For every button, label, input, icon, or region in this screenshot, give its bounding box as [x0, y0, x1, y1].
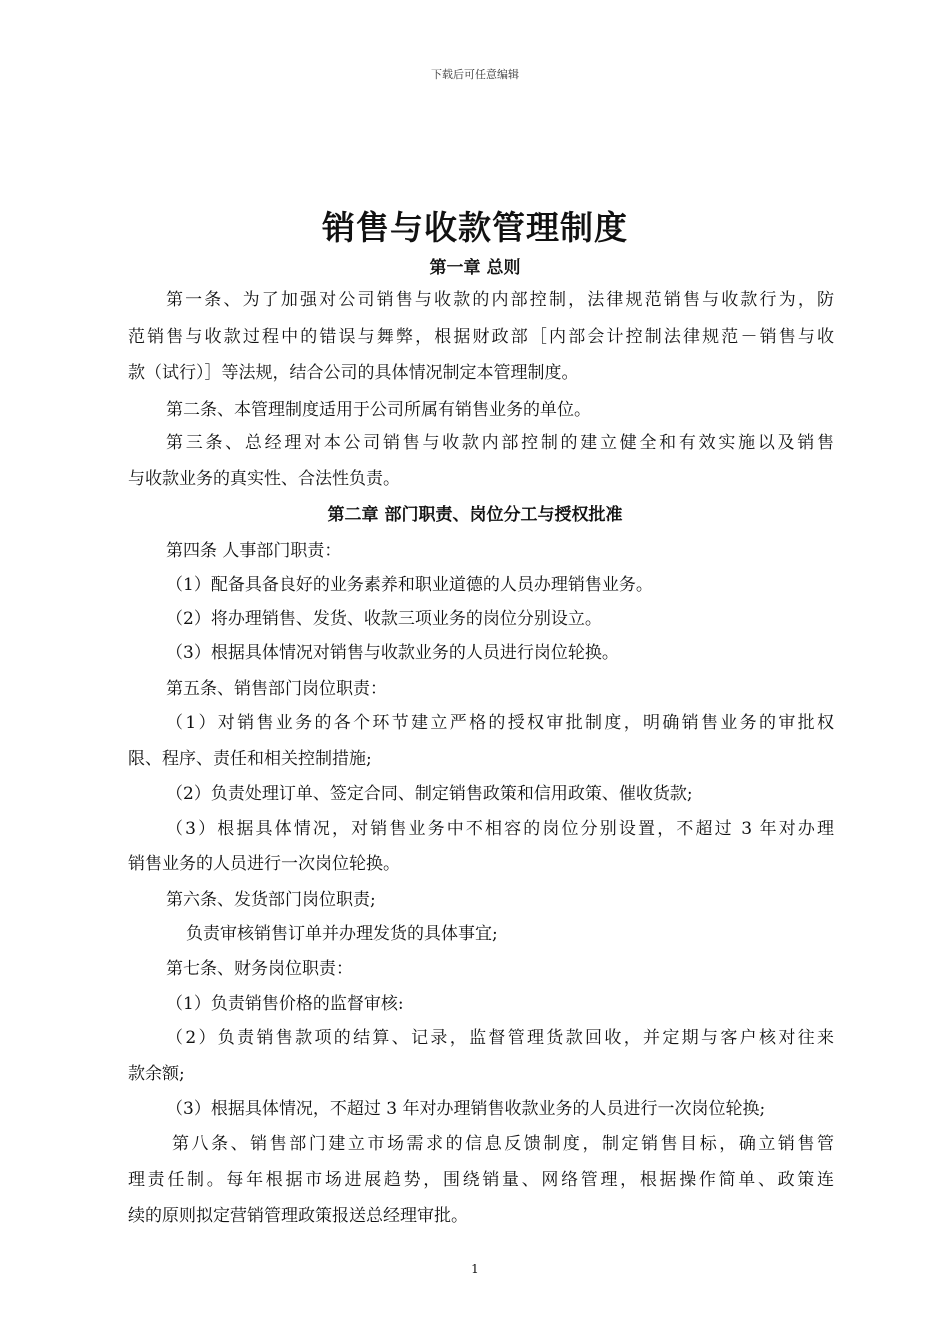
- article-7-heading: 第七条、财务岗位职责：: [166, 959, 353, 979]
- article-7-item-2-line-2: 款余额;: [128, 1064, 185, 1084]
- article-1-line-2: 范销售与收款过程中的错误与舞弊，根据财政部［内部会计控制法律规范－销售与收: [128, 327, 834, 347]
- article-7-item-2-line-1: （2）负责销售款项的结算、记录，监督管理货款回收，并定期与客户核对往来: [166, 1028, 834, 1048]
- article-4-heading: 第四条 人事部门职责：: [166, 541, 342, 561]
- article-2-line-1: 第二条、本管理制度适用于公司所属有销售业务的单位。: [166, 400, 591, 420]
- page-number: 1: [471, 1262, 479, 1276]
- article-5-item-1-line-1: （1）对销售业务的各个环节建立严格的授权审批制度，明确销售业务的审批权: [166, 713, 834, 733]
- chapter-heading-responsibilities: 第二章 部门职责、岗位分工与授权批准: [327, 505, 623, 525]
- article-8-line-1: 第八条、销售部门建立市场需求的信息反馈制度，制定销售目标，确立销售管: [172, 1134, 834, 1154]
- article-4-item-3: （3）根据具体情况对销售与收款业务的人员进行岗位轮换。: [166, 643, 619, 663]
- article-4-item-1: （1）配备具备良好的业务素养和职业道德的人员办理销售业务。: [166, 575, 653, 595]
- article-8-line-3: 续的原则拟定营销管理政策报送总经理审批。: [128, 1206, 468, 1226]
- article-6-item: 负责审核销售订单并办理发货的具体事宜;: [186, 924, 498, 944]
- article-5-item-3-line-1: （3）根据具体情况，对销售业务中不相容的岗位分别设置，不超过 3 年对办理: [166, 819, 834, 839]
- article-5-item-2: （2）负责处理订单、签定合同、制定销售政策和信用政策、催收货款;: [166, 784, 693, 804]
- page-header: 下载后可任意编辑: [431, 68, 519, 81]
- article-5-item-3-line-2: 销售业务的人员进行一次岗位轮换。: [128, 854, 400, 874]
- article-1-line-3: 款（试行）］等法规，结合公司的具体情况制定本管理制度。: [128, 363, 579, 383]
- article-5-heading: 第五条、销售部门岗位职责：: [166, 679, 387, 699]
- document-body: [128, 0, 834, 1344]
- article-7-item-1: （1）负责销售价格的监督审核:: [166, 994, 404, 1014]
- article-1-line-1: 第一条、为了加强对公司销售与收款的内部控制，法律规范销售与收款行为，防: [166, 290, 834, 310]
- article-3-line-2: 与收款业务的真实性、合法性负责。: [128, 469, 400, 489]
- article-4-item-2: （2）将办理销售、发货、收款三项业务的岗位分别设立。: [166, 609, 602, 629]
- document-title: 销售与收款管理制度: [322, 208, 628, 247]
- article-7-item-3: （3）根据具体情况，不超过 3 年对办理销售收款业务的人员进行一次岗位轮换;: [166, 1099, 766, 1119]
- article-3-line-1: 第三条、总经理对本公司销售与收款内部控制的建立健全和有效实施以及销售: [166, 433, 834, 453]
- chapter-heading-general: 第一章 总则: [429, 258, 521, 278]
- article-5-item-1-line-2: 限、程序、责任和相关控制措施;: [128, 749, 372, 769]
- article-6-heading: 第六条、发货部门岗位职责;: [166, 890, 376, 910]
- article-8-line-2: 理责任制。每年根据市场进展趋势，围绕销量、网络管理，根据操作简单、政策连: [128, 1170, 834, 1190]
